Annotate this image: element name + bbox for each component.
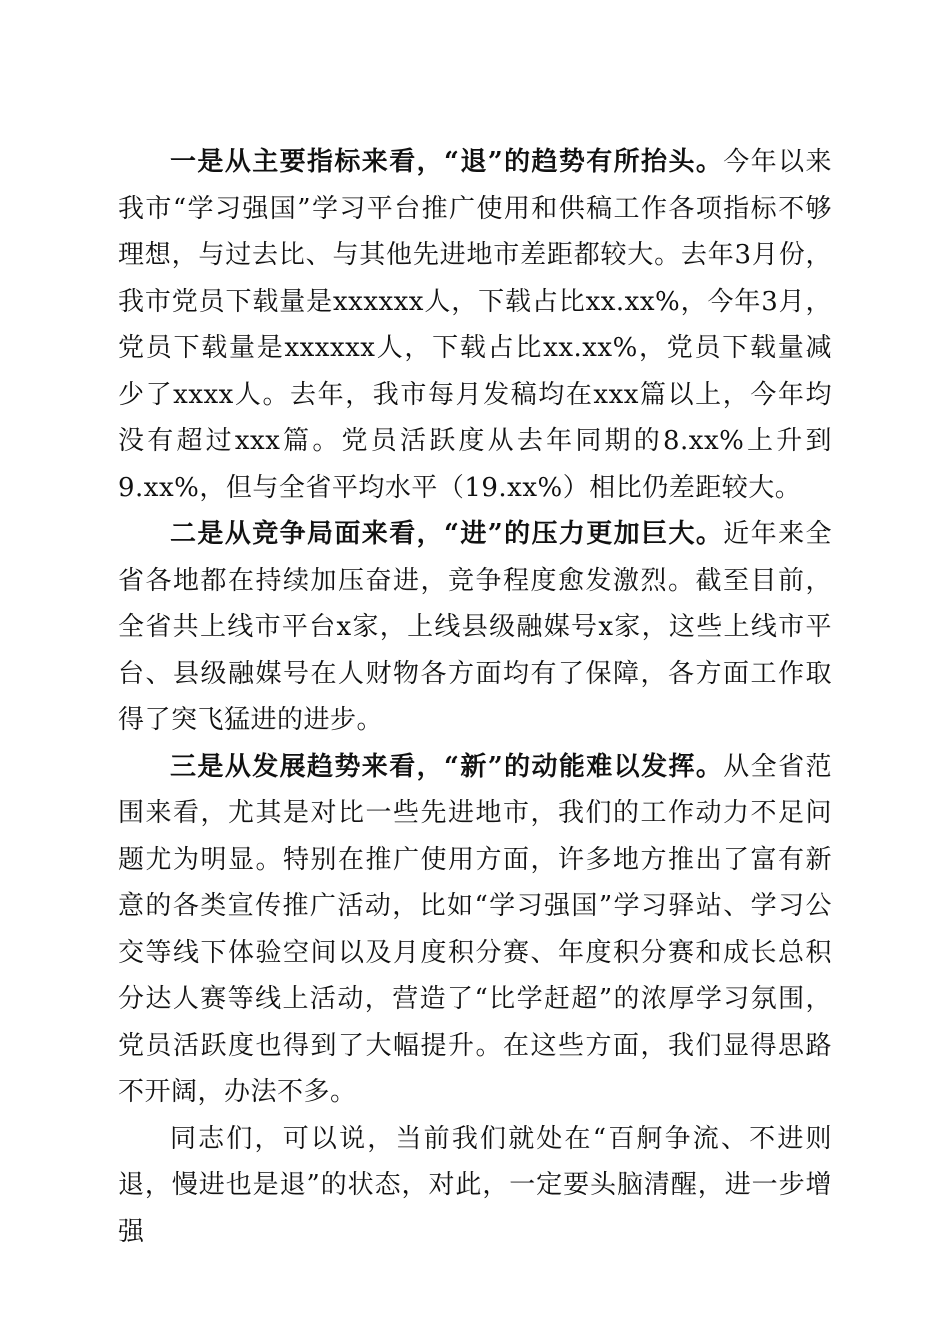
paragraph-text: 近年来全省各地都在持续加压奋进，竞争程度愈发激烈。截至目前，全省共上线市平台x家，上线县级融媒号x家，这些上线市平台、县级融媒号在人财物各方面均有了保障，各方面工作取得了突飞猛进的进步。 [118,519,832,735]
paragraph-heading: 三是从发展趋势来看，“新”的动能难以发挥。 [170,751,724,782]
document-body [118,139,832,1255]
paragraph-indicators [118,139,832,511]
paragraph-heading: 二是从竞争局面来看，“进”的压力更加巨大。 [170,519,724,549]
paragraph-competition [118,511,832,744]
paragraph-text: 同志们，可以说，当前我们就处在“百舸争流、不进则退，慢进也是退”的状态，对此，一定要头脑清醒，进一步增强 [118,1123,832,1247]
paragraph-text: 今年以来我市“学习强国”学习平台推广使用和供稿工作各项指标不够理想，与过去比、与其他先进地市差距都较大。去年3月份，我市党员下载量是xxxxxx人，下载占比xx.xx%，今年3月，党员下载量是xxxxxx人，下载占比xx.xx%，党员下载量减少了xxxx人。去年，我市每月发稿均在xxx篇以上，今年均没有超过xxx篇。党员活跃度从去年同期的8.xx%上升到9.xx%，但与全省平均水平（19.xx%）相比仍差距较大。 [118,147,832,503]
paragraph-heading: 一是从主要指标来看，“退”的趋势有所抬头。 [170,147,724,177]
paragraph-closing [118,1116,832,1256]
paragraph-trend [118,744,832,1116]
paragraph-text: 从全省范围来看，尤其是对比一些先进地市，我们的工作动力不足问题尤为明显。特别在推广使用方面，许多地方推出了富有新意的各类宣传推广活动，比如“学习强国”学习驿站、学习公交等线下体验空间以及月度积分赛、年度积分赛和成长总积分达人赛等线上活动，营造了“比学赶超”的浓厚学习氛围，党员活跃度也得到了大幅提升。在这些方面，我们显得思路不开阔，办法不多。 [118,751,832,1107]
